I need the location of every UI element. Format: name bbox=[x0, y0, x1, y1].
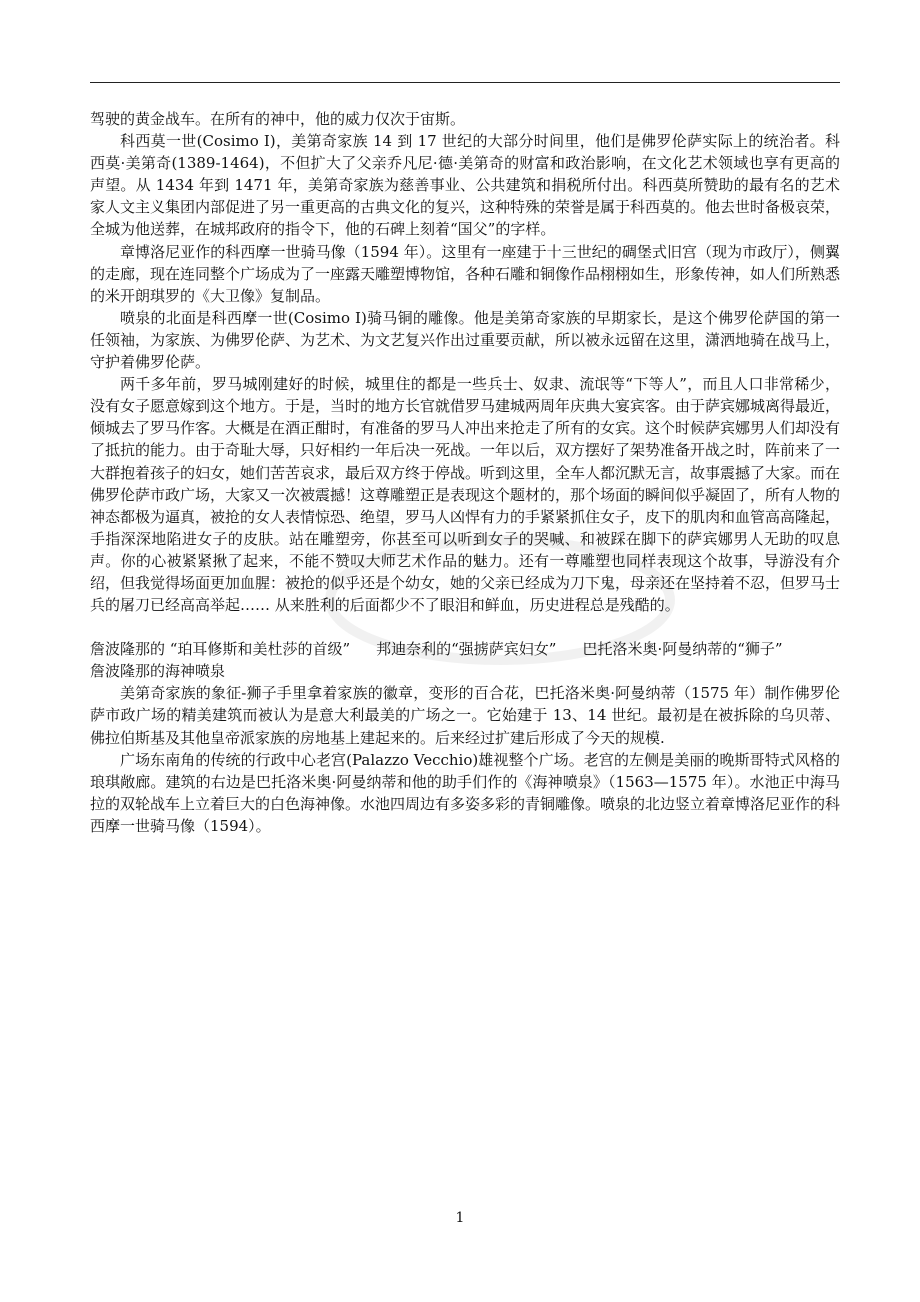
paragraph-5: 两千多年前，罗马城刚建好的时候，城里住的都是一些兵士、奴隶、流氓等“下等人”，而且人口非常稀少，没有女子愿意嫁到这个地方。于是，当时的地方长官就借罗马建城两周年庆典大宴宾客。由于萨宾娜城离得最近，倾城去了罗马作客。大概是在酒正酣时，有准备的罗马人冲出来抢走了所有的女宾。这个时候萨宾娜男人们却没有了抵抗的能力。由于奇耻大辱，只好相约一年后决一死战。一年以后，双方摆好了架势准备开战之时，阵前来了一大群抱着孩子的妇女，她们苦苦哀求，最后双方终于停战。听到这里，全车人都沉默无言，故事震撼了大家。而在佛罗伦萨市政广场，大家又一次被震撼！这尊雕塑正是表现这个题材的，那个场面的瞬间似乎凝固了，所有人物的神态都极为逼真，被抢的女人表情惊恐、绝望，罗马人凶悍有力的手紧紧抓住女子，皮下的肌肉和血管高高隆起，手指深深地陷进女子的皮肤。站在雕塑旁，你甚至可以听到女子的哭喊、和被踩在脚下的萨宾娜男人无助的叹息声。你的心被紧紧揪了起来，不能不赞叹大师艺术作品的魅力。还有一尊雕塑也同样表现这个故事，导游没有介绍，但我觉得场面更加血腥：被抢的似乎还是个幼女，她的父亲已经成为刀下鬼，母亲还在坚持着不忍，但罗马士兵的屠刀已经高高举起…… 从来胜利的后面都少不了眼泪和鲜血，历史进程总是残酷的。 bbox=[90, 375, 841, 615]
paragraph-1: 驾驶的黄金战车。在所有的神中，他的威力仅次于宙斯。 bbox=[90, 110, 466, 128]
paragraph-7: 广场东南角的传统的行政中心老宫(Palazzo Vecchio)雄视整个广场。老宫的左侧是美丽的晚斯哥特式风格的琅琪敞廊。建筑的右边是巴托洛米奥·阿曼纳蒂和他的助手们作的《海神喷泉》（1563—1575 年）。水池正中海马拉的双轮战车上立着巨大的白色海神像。水池四周边有多姿多彩的青铜雕像。喷泉的北边竖立着章博洛尼亚作的科西摩一世骑马像（1594）。 bbox=[90, 750, 841, 835]
caption-neptune-fountain: 詹波隆那的海神喷泉 bbox=[90, 662, 226, 681]
document-body bbox=[90, 108, 840, 837]
blank-line bbox=[90, 616, 840, 638]
header-rule bbox=[90, 82, 840, 83]
paragraph-3: 章博洛尼亚作的科西摩一世骑马像（1594 年）。这里有一座建于十三世纪的碉堡式旧宫（现为市政厅），侧翼的走廊，现在连同整个广场成为了一座露天雕塑博物馆，各种石雕和铜像作品栩栩如生，形象传神，如人们所熟悉的米开朗琪罗的《大卫像》复制品。 bbox=[90, 242, 841, 305]
paragraph-4: 喷泉的北面是科西摩一世(Cosimo I)骑马铜的雕像。他是美第奇家族的早期家长，是这个佛罗伦萨国的第一任领袖，为家族、为佛罗伦萨、为艺术、为文艺复兴作出过重要贡献，所以被永远留在这里，潇洒地骑在战马上，守护着佛罗伦萨。 bbox=[90, 308, 841, 372]
image-captions bbox=[90, 638, 840, 660]
caption-lion: 巴托洛米奥·阿曼纳蒂的“狮子” bbox=[582, 640, 783, 659]
paragraph-2: 科西莫一世(Cosimo I)，美第奇家族 14 到 17 世纪的大部分时间里，他们是佛罗伦萨实际上的统治者。科西莫·美第奇(1389-1464)，不但扩大了父亲乔凡尼·德·美第奇的财富和政治影响，在文化艺术领域也享有更高的声望。从 1434 年到 1471 年，美第奇家族为慈善事业、公共建筑和捐税所付出。科西莫所赞助的最有名的艺术家人文主义集团内部促进了另一重更高的古典文化的复兴，这种特殊的荣誉是属于科西莫的。他去世时备极哀荣，全城为他送葬，在城邦政府的指令下，他的石碑上刻着“国父”的字样。 bbox=[90, 132, 841, 239]
paragraph-6: 美第奇家族的象征-狮子手里拿着家族的徽章，变形的百合花，巴托洛米奥·阿曼纳蒂（1575 年）制作佛罗伦萨市政广场的精美建筑而被认为是意大利最美的广场之一。它始建于 13、14 世纪。最初是在被拆除的乌贝蒂、佛拉伯斯基及其他皇帝派家族的房地基上建起来的。后来经过扩建后形成了今天的规模. bbox=[90, 684, 840, 747]
caption-sabine: 邦迪奈利的“强掳萨宾妇女” bbox=[376, 640, 557, 659]
caption-perseus: 詹波隆那的 “珀耳修斯和美杜莎的首级” bbox=[90, 640, 351, 659]
page-number: 1 bbox=[455, 1210, 465, 1226]
